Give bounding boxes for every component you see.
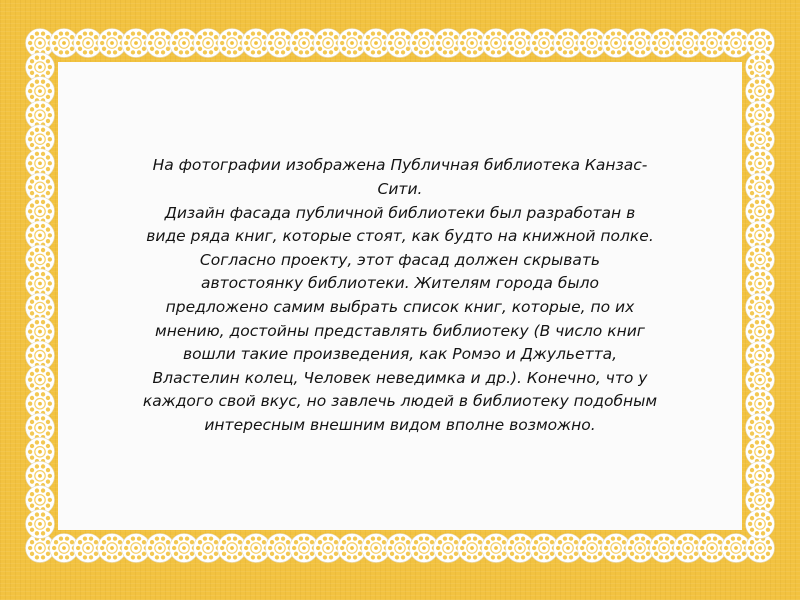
text-line: каждого свой вкус, но завлечь людей в библиотеку подобным: [142, 392, 658, 411]
text-line: интересным внешним видом вполне возможно.: [204, 415, 596, 434]
text-line: предложено самим выбрать список книг, которые, по их: [165, 298, 635, 316]
doily-ornament: [26, 509, 55, 538]
text-line: автостоянку библиотеки. Жителям города было: [200, 274, 600, 293]
doily-ornament: [746, 509, 775, 538]
text-line: Сити.: [377, 180, 423, 199]
text-line: Согласно проекту, этот фасад должен скрывать: [199, 250, 601, 269]
body-text: [58, 62, 742, 530]
text-line: Дизайн фасада публичной библиотеки был разработан в: [164, 203, 636, 222]
text-line: На фотографии изображена Публичная библиотека Канзас-: [152, 156, 648, 175]
text-line: мнению, достойны представлять библиотеку (В число книг: [155, 321, 645, 340]
text-line: Властелин колец, Человек неведимка и др.). Конечно, что у: [152, 368, 648, 387]
text-line: вошли такие произведения, как Ромэо и Джульетта,: [182, 345, 618, 364]
text-line: виде ряда книг, которые стоят, как будто на книжной полке.: [146, 227, 654, 246]
